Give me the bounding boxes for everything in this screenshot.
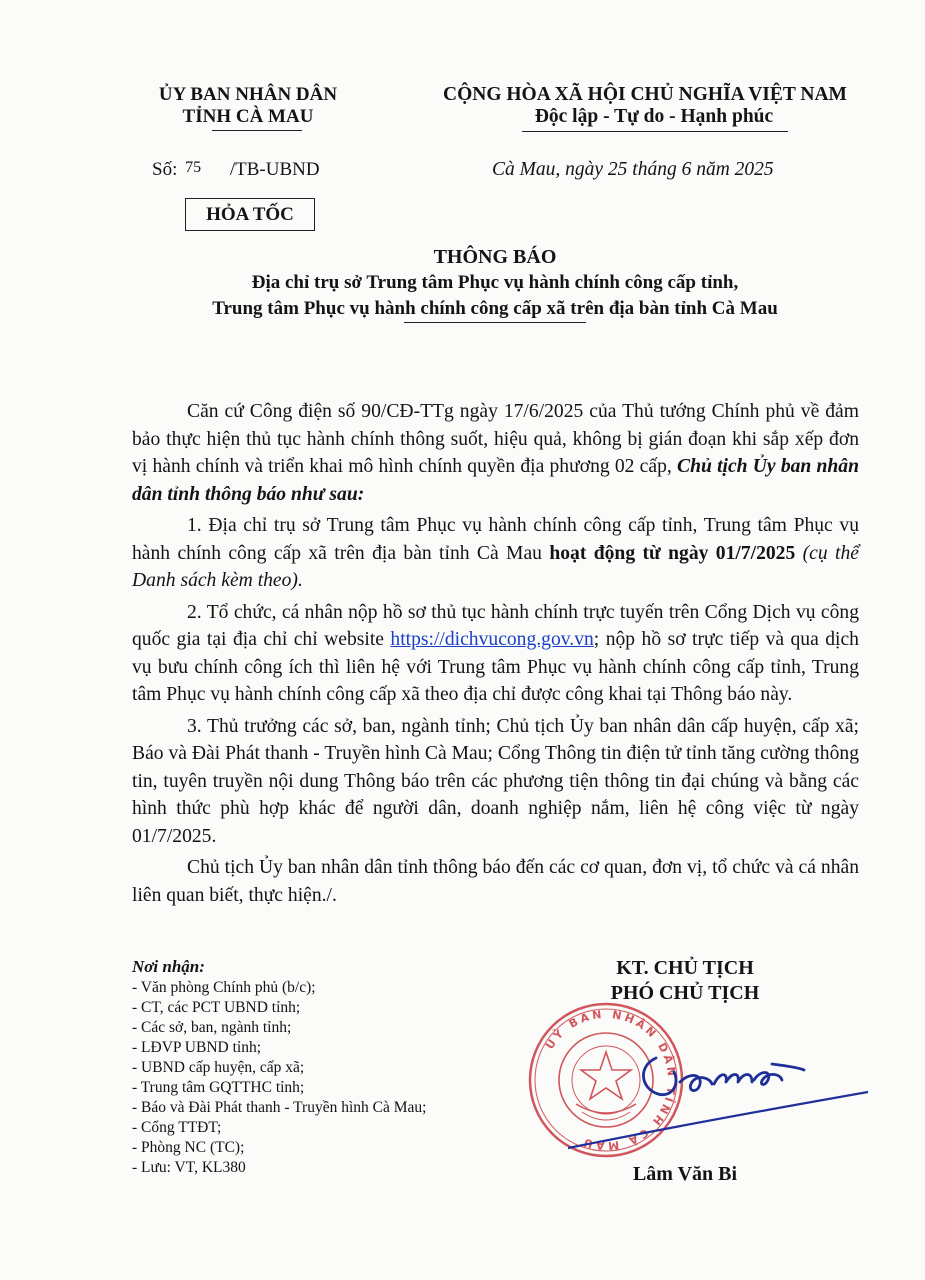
authority-line-2: PHÓ CHỦ TỊCH [610,982,760,1004]
recipient-item: - Phòng NC (TC); [132,1139,245,1156]
item-2-text-continued: ; nộp hồ sơ trực tiếp và qua dịch vụ bưu chính công ích thì liên hệ với Trung tâm Phục vụ hành chính công cấp tỉnh, Trung tâm Phục vụ hành chính công cấp xã theo địa chỉ được công khai tại Thông báo này. [132,629,859,705]
closing-paragraph [132,854,859,909]
recipient-item: - Văn phòng Chính phủ (b/c); [132,979,316,996]
document-number [152,159,320,181]
nation-name: CỘNG HÒA XÃ HỘI CHỦ NGHĨA VIỆT NAM [443,84,847,105]
recipient-item: - UBND cấp huyện, cấp xã; [132,1059,305,1076]
title-block [60,244,925,322]
item-1-text: 1. Địa chỉ trụ sở Trung tâm Phục vụ hành chính công cấp tỉnh, Trung tâm Phục vụ hành chính công cấp xã trên địa bàn tỉnh Cà Mau [132,515,859,564]
date-year-prefix: năm [696,159,730,180]
recipients-block [132,956,492,1178]
date-day: 25 [607,159,628,180]
item-3-text: 3. Thủ trưởng các sở, ban, ngành tỉnh; Chủ tịch Ủy ban nhân dân cấp huyện, cấp xã; Báo và Đài Phát thanh - Truyền hình Cà Mau; Cổng Thông tin điện tử tỉnh tăng cường thông tin, tuyên truyền nội dung Thông báo trên các phương tiện thông tin đại chúng và bằng các hình thức phù hợp khác để người dân, doanh nghiệp nắm, liên hệ công việc từ ngày 01/7/2025. [132,715,859,847]
date-month-prefix: tháng [632,159,677,180]
recipient-item: - Trung tâm GQTTHC tỉnh; [132,1079,305,1096]
document-type: THÔNG BÁO [433,246,557,268]
handwritten-signature-icon [568,1048,868,1158]
recipient-item: - Các sở, ban, ngành tỉnh; [132,1019,292,1036]
item-2-text: 2. Tổ chức, cá nhân nộp hồ sơ thủ tục hành chính trực tuyến trên Cổng Dịch vụ công quốc gia tại địa chỉ chỉ website [132,601,859,650]
recipient-item: - CT, các PCT UBND tỉnh; [132,999,301,1016]
intro-emphasis: Chủ tịch Ủy ban nhân dân tỉnh thông báo như sau: [132,456,860,505]
date-month: 6 [681,159,692,180]
svg-text:UỶ BAN NHÂN DÂN TỈNH CÀ MAU: UỶ BAN NHÂN DÂN TỈNH CÀ MAU [543,1007,679,1153]
closing-text: Chủ tịch Ủy ban nhân dân tỉnh thông báo đến các cơ quan, đơn vị, tổ chức và cá nhân liên quan biết, thực hiện./. [132,857,859,906]
recipient-item: - Cổng TTĐT; [132,1119,222,1136]
item-1-effective-date: hoạt động từ ngày 01/7/2025 [549,542,796,564]
number-value: 75 [185,159,202,176]
item-2-paragraph [132,599,859,709]
national-motto-block [420,84,870,128]
org-underline [212,130,302,131]
urgency-label: HỎA TỐC [206,204,294,225]
item-1-note: (cụ thể Danh sách kèm theo). [132,542,859,591]
number-prefix: Số: [152,159,178,180]
document-body [132,398,859,909]
subject-line-1: Địa chỉ trụ sở Trung tâm Phục vụ hành chính công cấp tỉnh, [251,272,739,293]
place-date-prefix: Cà Mau, ngày [492,159,604,180]
motto-underline [522,131,788,132]
org-block [118,84,378,128]
place-date [492,159,774,181]
recipient-item: - Lưu: VT, KL380 [132,1159,246,1176]
org-name-line2: TỈNH CÀ MAU [182,106,314,127]
item-3-paragraph [132,713,859,851]
signer-name: Lâm Văn Bi [632,1163,738,1185]
urgency-stamp [185,198,315,231]
signature-authority [570,956,800,1006]
recipient-item: - LĐVP UBND tỉnh; [132,1039,262,1056]
number-suffix: /TB-UBND [229,159,320,180]
org-name-line1: ỦY BAN NHÂN DÂN [158,84,338,105]
intro-text: Căn cứ Công điện số 90/CĐ-TTg ngày 17/6/2025 của Thủ tướng Chính phủ về đảm bảo thực hiện thủ tục hành chính thông suốt, hiệu quả, không bị gián đoạn khi sắp xếp đơn vị hành chính và triển khai mô hình chính quyền địa phương 02 cấp, [132,401,859,477]
subject-line-2: Trung tâm Phục vụ hành chính công cấp xã trên địa bàn tỉnh Cà Mau [212,298,778,319]
authority-line-1: KT. CHỦ TỊCH [616,957,754,979]
title-underline [404,322,586,323]
nation-motto: Độc lập - Tự do - Hạnh phúc [534,106,774,127]
public-service-portal-link[interactable]: https://dichvucong.gov.vn [390,629,594,650]
date-year: 2025 [734,159,774,180]
item-1-paragraph [132,512,859,595]
recipients-heading: Nơi nhận: [132,957,205,976]
recipient-item: - Báo và Đài Phát thanh - Truyền hình Cà Mau; [132,1099,427,1116]
intro-paragraph [132,398,859,508]
